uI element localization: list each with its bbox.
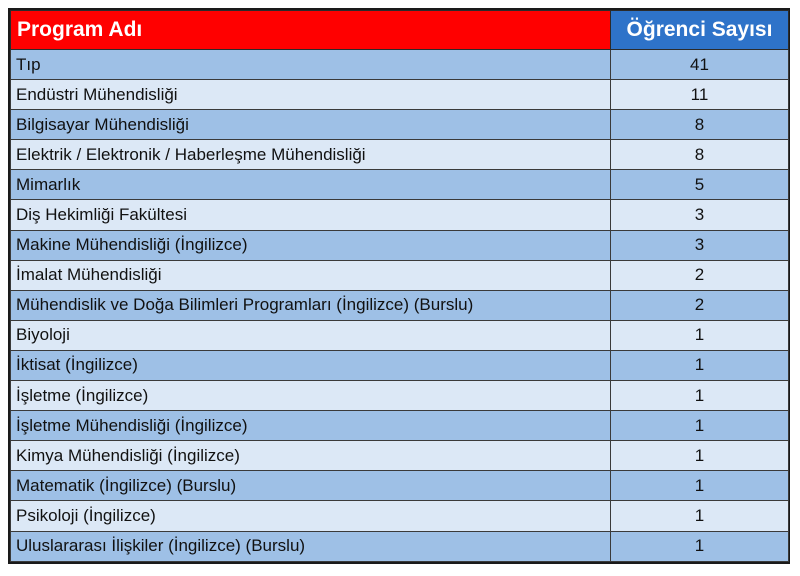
table-row <box>11 260 789 290</box>
program-name-cell: Biyoloji <box>11 320 611 350</box>
header-program-name: Program Adı <box>11 11 611 50</box>
program-name-cell: Tıp <box>11 50 611 80</box>
table-row <box>11 290 789 320</box>
student-count-cell: 3 <box>611 230 789 260</box>
program-name-cell: Mühendislik ve Doğa Bilimleri Programları (İngilizce) (Burslu) <box>11 290 611 320</box>
table-row <box>11 320 789 350</box>
table-row <box>11 170 789 200</box>
table-row <box>11 531 789 561</box>
table-row <box>11 411 789 441</box>
student-count-cell: 11 <box>611 80 789 110</box>
program-name-cell: Psikoloji (İngilizce) <box>11 501 611 531</box>
program-name-cell: Mimarlık <box>11 170 611 200</box>
program-table <box>10 10 789 562</box>
table-row <box>11 110 789 140</box>
table-row <box>11 501 789 531</box>
program-table-container <box>8 8 790 564</box>
program-name-cell: Bilgisayar Mühendisliği <box>11 110 611 140</box>
program-name-cell: Kimya Mühendisliği (İngilizce) <box>11 441 611 471</box>
program-name-cell: Diş Hekimliği Fakültesi <box>11 200 611 230</box>
student-count-cell: 1 <box>611 441 789 471</box>
student-count-cell: 8 <box>611 110 789 140</box>
table-row <box>11 50 789 80</box>
student-count-cell: 5 <box>611 170 789 200</box>
program-name-cell: İmalat Mühendisliği <box>11 260 611 290</box>
table-row <box>11 200 789 230</box>
table-row <box>11 441 789 471</box>
program-name-cell: Makine Mühendisliği (İngilizce) <box>11 230 611 260</box>
program-name-cell: Uluslararası İlişkiler (İngilizce) (Burslu) <box>11 531 611 561</box>
student-count-cell: 1 <box>611 531 789 561</box>
program-name-cell: Elektrik / Elektronik / Haberleşme Mühendisliği <box>11 140 611 170</box>
table-row <box>11 350 789 380</box>
header-student-count: Öğrenci Sayısı <box>611 11 789 50</box>
program-name-cell: İşletme (İngilizce) <box>11 381 611 411</box>
student-count-cell: 8 <box>611 140 789 170</box>
student-count-cell: 1 <box>611 320 789 350</box>
program-name-cell: Endüstri Mühendisliği <box>11 80 611 110</box>
student-count-cell: 1 <box>611 350 789 380</box>
program-name-cell: İşletme Mühendisliği (İngilizce) <box>11 411 611 441</box>
table-row <box>11 471 789 501</box>
student-count-cell: 2 <box>611 260 789 290</box>
student-count-cell: 1 <box>611 501 789 531</box>
table-row <box>11 140 789 170</box>
table-row <box>11 381 789 411</box>
table-row <box>11 80 789 110</box>
program-name-cell: Matematik (İngilizce) (Burslu) <box>11 471 611 501</box>
student-count-cell: 1 <box>611 411 789 441</box>
student-count-cell: 1 <box>611 471 789 501</box>
program-name-cell: İktisat (İngilizce) <box>11 350 611 380</box>
student-count-cell: 41 <box>611 50 789 80</box>
table-header-row <box>11 11 789 50</box>
student-count-cell: 3 <box>611 200 789 230</box>
table-row <box>11 230 789 260</box>
student-count-cell: 2 <box>611 290 789 320</box>
student-count-cell: 1 <box>611 381 789 411</box>
